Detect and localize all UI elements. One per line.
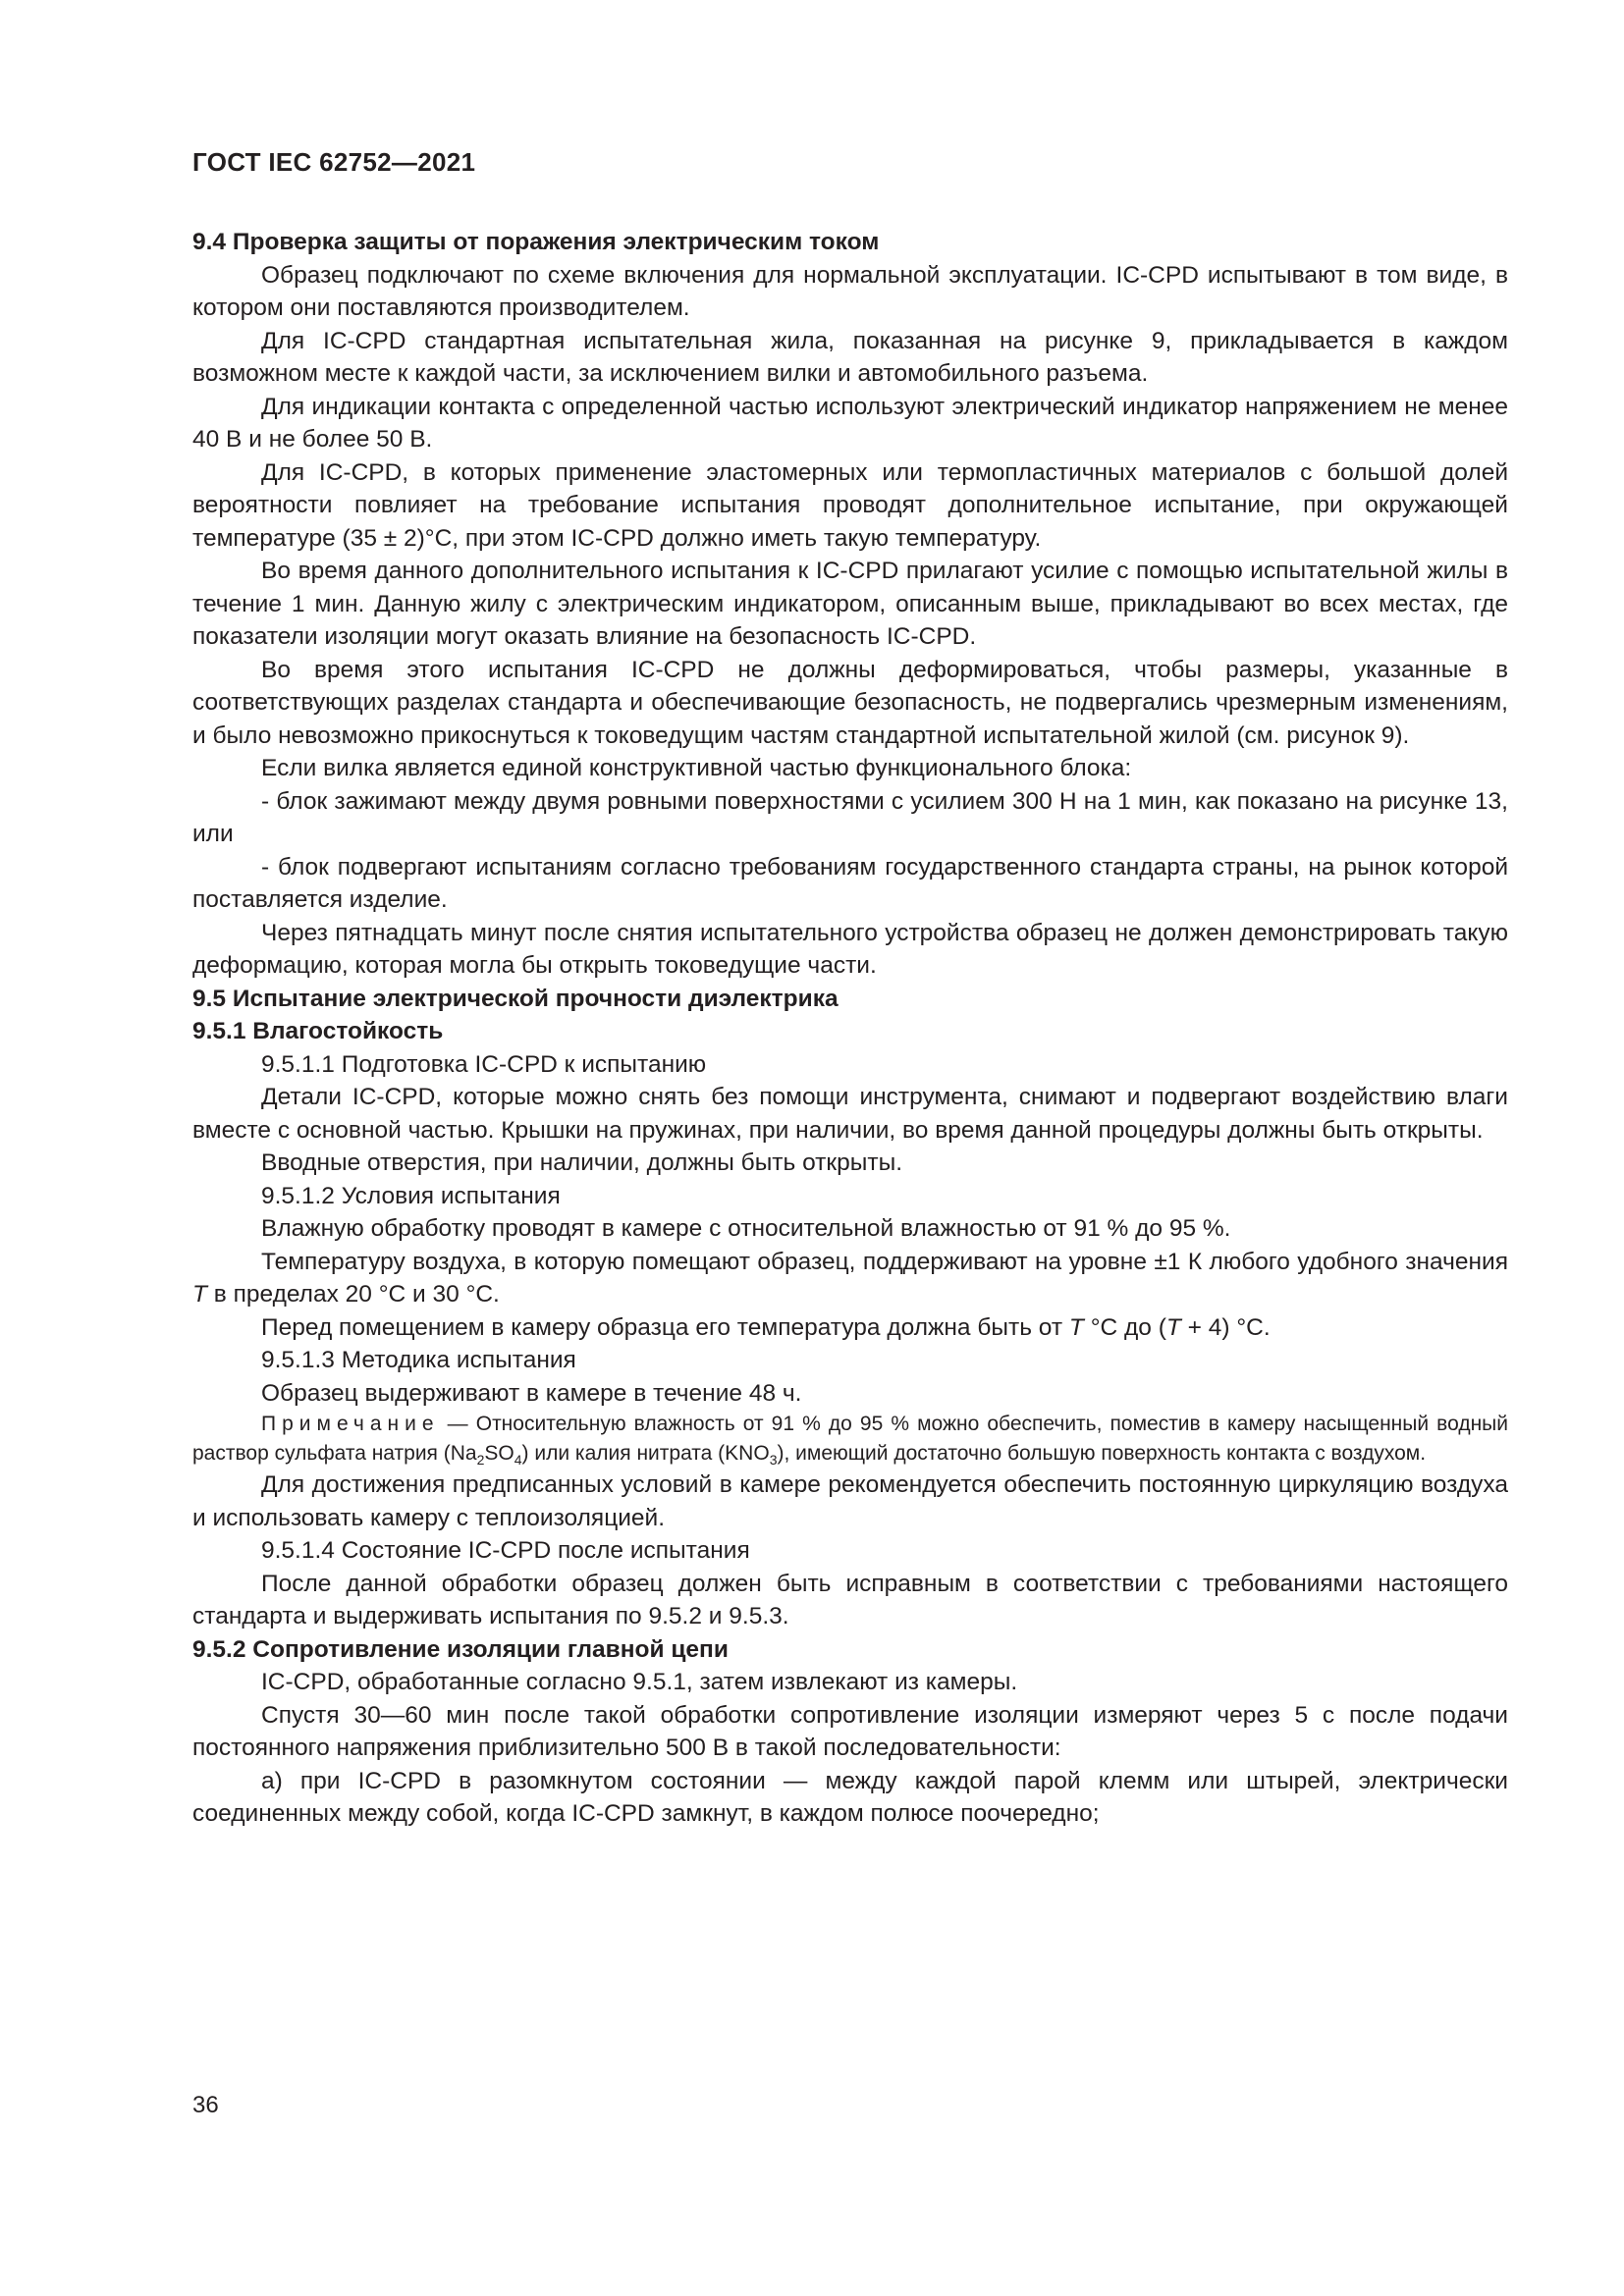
paragraph: IC-CPD, обработанные согласно 9.5.1, затем извлекают из камеры. [261, 1669, 1018, 1695]
list-item: - блок подвергают испытаниям согласно требованиям государственного стандарта страны, на рынок которой поставляется изделие. [192, 853, 1508, 913]
section-title-9-5-2: 9.5.2 Сопротивление изоляции главной цепи [192, 1635, 729, 1663]
paragraph: Влажную обработку проводят в камере с относительной влажностью от 91 % до 95 %. [261, 1215, 1231, 1242]
subsection-title-9-5-1-1: 9.5.1.1 Подготовка IC-CPD к испытанию [261, 1050, 707, 1078]
paragraph: Для достижения предписанных условий в камере рекомендуется обеспечить постоянную циркуляцию воздуха и использовать камеру с теплоизоляцией. [192, 1471, 1508, 1531]
paragraph: Образец выдерживают в камере в течение 48 ч. [261, 1379, 802, 1407]
paragraph: Для IC-CPD стандартная испытательная жила, показанная на рисунке 9, прикладывается в каждом возможном месте к каждой части, за исключением вилки и автомобильного разъема. [192, 327, 1508, 387]
paragraph: Температуру воздуха, в которую помещают образец, поддерживают на уровне ±1 К любого удобного значения T в пределах 20 °С и 30 °С. [192, 1248, 1508, 1308]
paragraph: Для индикации контакта с определенной частью используют электрический индикатор напряжением не менее 40 В и не более 50 В. [192, 393, 1508, 453]
section-title-9-5-1: 9.5.1 Влагостойкость [192, 1018, 444, 1044]
paragraph: Через пятнадцать минут после снятия испытательного устройства образец не должен демонстрировать такую деформацию, которая могла бы открыть токоведущие части. [192, 919, 1508, 979]
section-title-9-4: 9.4 Проверка защиты от поражения электрическим током [192, 229, 880, 255]
paragraph: Во время данного дополнительного испытания к IC-CPD прилагают усилие с помощью испытательной жилы в течение 1 мин. Данную жилу с электрическим индикатором, описанным выше, прикладывают во всех местах, где показатели изоляции могут оказать влияние на безопасность IC-CPD. [192, 558, 1508, 650]
section-title-9-5: 9.5 Испытание электрической прочности диэлектрика [192, 985, 839, 1012]
paragraph: Вводные отверстия, при наличии, должны быть открыты. [261, 1149, 902, 1176]
page-number: 36 [192, 2092, 219, 2118]
document-header: ГОСТ IEC 62752—2021 [192, 147, 476, 177]
document-body [192, 226, 1508, 1831]
subsection-title-9-5-1-3: 9.5.1.3 Методика испытания [261, 1347, 576, 1373]
paragraph: Образец подключают по схеме включения для нормальной эксплуатации. IC-CPD испытывают в том виде, в котором они поставляются производителем. [192, 261, 1508, 321]
list-item: а) при IC-CPD в разомкнутом состоянии — между каждой парой клемм или штырей, электрически соединенных между собой, когда IC-CPD замкнут, в каждом полюсе поочередно; [192, 1767, 1508, 1827]
paragraph: Детали IC-CPD, которые можно снять без помощи инструмента, снимают и подвергают воздействию влаги вместе с основной частью. Крышки на пружинах, при наличии, во время данной процедуры должны быть открыты. [192, 1084, 1508, 1144]
paragraph: После данной обработки образец должен быть исправным в соответствии с требованиями настоящего стандарта и выдерживать испытания по 9.5.2 и 9.5.3. [192, 1570, 1508, 1629]
subsection-title-9-5-1-4: 9.5.1.4 Состояние IC-CPD после испытания [261, 1537, 750, 1564]
note-label: Примечание [261, 1413, 440, 1435]
paragraph: Для IC-CPD, в которых применение эластомерных или термопластичных материалов с большой долей вероятности повлияет на требование испытания проводят дополнительное испытание, при окружающей температуре (35 ± 2)°С, при этом IC-CPD должно иметь такую температуру. [192, 458, 1508, 552]
paragraph: Во время этого испытания IC-CPD не должны деформироваться, чтобы размеры, указанные в соответствующих разделах стандарта и обеспечивающие безопасность, не подвергались чрезмерным изменениям, и было невозможно прикоснуться к токоведущим частям стандартной испытательной жилой (см. рисунок 9). [192, 656, 1508, 749]
paragraph: Если вилка является единой конструктивной частью функционального блока: [261, 755, 1132, 781]
paragraph: Спустя 30—60 мин после такой обработки сопротивление изоляции измеряют через 5 с после подачи постоянного напряжения приблизительно 500 В в такой последовательности: [192, 1701, 1508, 1761]
paragraph: Перед помещением в камеру образца его температура должна быть от T °С до (T + 4) °С. [261, 1313, 1271, 1341]
list-item: - блок зажимают между двумя ровными поверхностями с усилием 300 Н на 1 мин, как показано на рисунке 13, или [192, 787, 1508, 847]
note: Примечание — Относительную влажность от 91 % до 95 % можно обеспечить, поместив в камеру насыщенный водный раствор сульфата натрия $(Na_2SO_4)$ или калия нитрата $(KNO_3)$, имеющий достаточно большую поверхность контакта с воздухом. [192, 1413, 1508, 1468]
subsection-title-9-5-1-2: 9.5.1.2 Условия испытания [261, 1182, 561, 1209]
